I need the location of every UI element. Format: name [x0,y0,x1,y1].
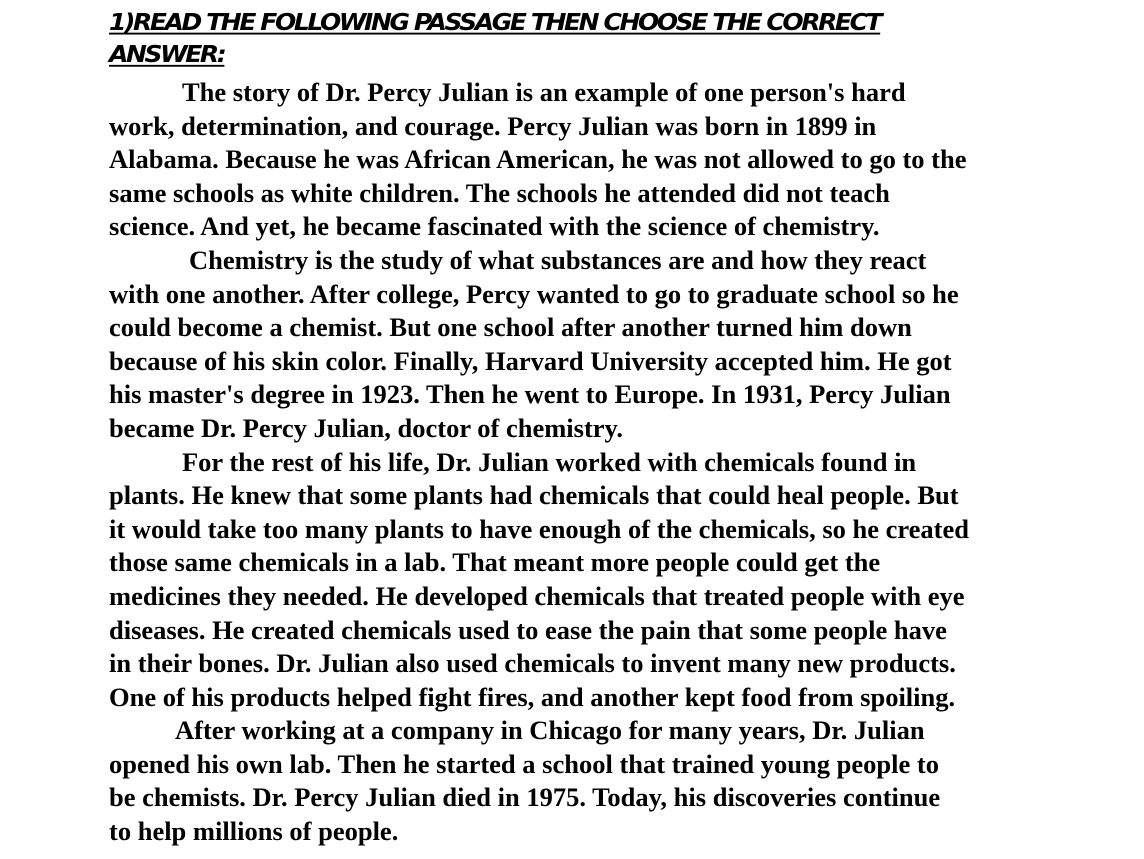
passage-line: could become a chemist. But one school after another turned him down [109,312,912,343]
passage-line: with one another. After college, Percy wanted to go to graduate school so he [109,278,959,309]
passage-line: work, determination, and courage. Percy Julian was born in 1899 in [109,110,877,141]
passage-line: his master's degree in 1923. Then he went to Europe. In 1931, Percy Julian [109,379,951,410]
passage-line: because of his skin color. Finally, Harvard University accepted him. He got [109,345,952,376]
passage-line: Alabama. Because he was African American, he was not allowed to go to the [109,144,967,175]
passage-line: One of his products helped fight fires, and another kept food from spoiling. [109,681,956,712]
passage-line: For the rest of his life, Dr. Julian worked with chemicals found in [182,446,917,477]
passage-line: same schools as white children. The schools he attended did not teach [109,177,890,208]
paragraph-1 [109,76,1079,244]
reading-passage [109,76,1079,849]
passage-line: became Dr. Percy Julian, doctor of chemistry. [109,412,623,443]
passage-line: medicines they needed. He developed chemicals that treated people with eye [109,580,965,611]
passage-line: The story of Dr. Percy Julian is an example of one person's hard [182,77,906,107]
passage-line: in their bones. Dr. Julian also used chemicals to invent many new products. [109,648,956,679]
passage-line: diseases. He created chemicals used to ease the pain that some people have [109,614,947,645]
passage-line: be chemists. Dr. Percy Julian died in 1975. Today, his discoveries continue [109,782,941,813]
heading-line-2: ANSWER: [109,40,225,68]
heading-line-1: 1)READ THE FOLLOWING PASSAGE THEN CHOOSE THE CORRECT [109,8,881,36]
passage-line: After working at a company in Chicago for many years, Dr. Julian [175,715,925,746]
passage-line: those same chemicals in a lab. That meant more people could get the [109,547,881,578]
passage-line: Chemistry is the study of what substances are and how they react [189,244,927,275]
paragraph-4 [109,714,1079,848]
passage-line: it would take too many plants to have enough of the chemicals, so he created [109,513,970,544]
paragraph-2 [109,244,1079,446]
question-heading [109,6,1009,70]
passage-line: opened his own lab. Then he started a school that trained young people to [109,748,939,779]
passage-line: plants. He knew that some plants had chemicals that could heal people. But [109,480,959,511]
passage-line: science. And yet, he became fascinated with the science of chemistry. [109,211,880,242]
paragraph-3 [109,446,1079,715]
passage-line: to help millions of people. [109,816,399,847]
